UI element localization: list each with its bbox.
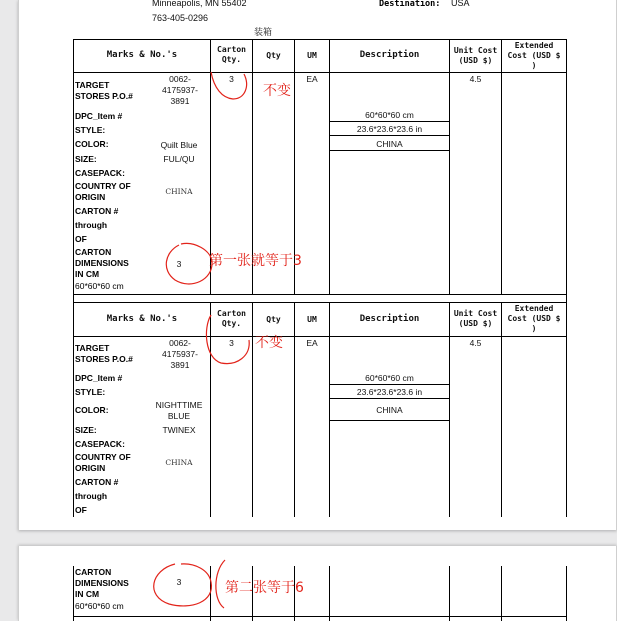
annotation-first-equals: 第一张就等于3 [209, 253, 302, 269]
label-style: STYLE: [75, 125, 106, 135]
header2-carton-qty-2: Qty. [221, 319, 242, 328]
po2-line-3: 3891 [170, 360, 190, 370]
label2-of: OF [75, 505, 87, 515]
po-line-1: 0062- [169, 74, 191, 84]
address-city: Minneapolis, MN 55402 [152, 0, 247, 8]
po-line-3: 3891 [170, 96, 190, 106]
label2-country-of: COUNTRY OF [75, 452, 131, 462]
desc-cm: 60*60*60 cm [365, 110, 414, 120]
header2-ext-cost-3: ) [531, 324, 537, 333]
origin-value: CHINA [165, 187, 193, 196]
size-value: FUL/QU [163, 154, 195, 164]
color-value: Quilt Blue [160, 140, 198, 150]
header2-description: Description [359, 314, 420, 324]
label-carton-no: CARTON # [75, 206, 119, 216]
um-value: EA [306, 74, 318, 84]
label2-carton-no: CARTON # [75, 477, 119, 487]
destination-label: Destination: [379, 0, 441, 9]
um2-value: EA [306, 338, 318, 348]
po2-line-2: 4175937- [162, 349, 198, 359]
label-size: SIZE: [75, 154, 97, 164]
red-markup-layer-2 [19, 546, 617, 621]
label-of: OF [75, 234, 87, 244]
desc2-origin: CHINA [376, 405, 403, 415]
header-unit-cost-1: Unit Cost [453, 46, 498, 55]
label2-color: COLOR: [75, 405, 109, 415]
p2-label-in-cm: IN CM [75, 589, 100, 599]
desc2-in: 23.6*23.6*23.6 in [356, 387, 423, 397]
red-circle-qty-2 [206, 315, 249, 364]
label-origin: ORIGIN [75, 192, 106, 202]
header-qty: Qty [266, 51, 281, 60]
destination-value: USA [451, 0, 470, 8]
header-ext-cost-2: Cost (USD $ [507, 51, 561, 60]
carton-count-value: 3 [176, 259, 182, 269]
label2-target: TARGET [75, 343, 110, 353]
header2-um: UM [307, 315, 317, 324]
red-circle-count-1 [166, 243, 212, 284]
po2-line-1: 0062- [169, 338, 191, 348]
label2-casepack: CASEPACK: [75, 439, 125, 449]
annotation-second-equals: 第二张等于6 [225, 580, 304, 596]
p2-dims-value: 60*60*60 cm [75, 601, 124, 611]
label-in-cm: IN CM [75, 269, 100, 279]
color2-value-2: BLUE [167, 411, 191, 421]
label2-stores-po: STORES P.O.# [75, 354, 133, 364]
header2-marks: Marks & No.'s [106, 314, 178, 324]
p2-label-carton: CARTON [75, 567, 112, 577]
header-carton-qty-1: Carton [217, 45, 246, 54]
red-circle-count-2 [154, 564, 212, 606]
carton-qty2-value: 3 [229, 338, 234, 348]
header-um: UM [307, 51, 317, 60]
label-through: through [75, 220, 108, 230]
header2-unit-cost-2: (USD $) [458, 319, 493, 328]
label2-style: STYLE: [75, 387, 106, 397]
label-dpc: DPC_Item # [75, 111, 123, 121]
header2-qty: Qty [266, 315, 281, 324]
label-dimensions: DIMENSIONS [75, 258, 129, 268]
size2-value: TWINEX [162, 425, 196, 435]
p2-carton-count-value: 3 [176, 577, 182, 587]
carton-qty-value: 3 [229, 74, 234, 84]
header-carton-qty-2: Qty. [221, 55, 242, 64]
annotation-unchanged-2: 不变 [255, 335, 283, 351]
label2-through: through [75, 491, 108, 501]
origin2-value: CHINA [165, 458, 193, 467]
red-bracket [216, 560, 225, 608]
header2-unit-cost-1: Unit Cost [453, 309, 498, 318]
desc2-cm: 60*60*60 cm [365, 373, 414, 383]
unit-cost-value: 4.5 [469, 74, 482, 84]
header2-ext-cost-2: Cost (USD $ [507, 314, 561, 323]
dims-value: 60*60*60 cm [75, 281, 124, 291]
red-markup-layer [19, 0, 617, 530]
label2-size: SIZE: [75, 425, 97, 435]
label2-dpc: DPC_Item # [75, 373, 123, 383]
header-ext-cost-3: ) [531, 61, 537, 70]
label-color: COLOR: [75, 139, 109, 149]
document-page-1 [18, 0, 617, 530]
header-description: Description [359, 50, 420, 60]
red-circle-qty-1 [211, 72, 247, 99]
annotation-unchanged-1: 不变 [263, 83, 291, 99]
packing-label: 装箱 [254, 27, 273, 37]
document-page-2 [18, 546, 617, 621]
label-carton: CARTON [75, 247, 112, 257]
header2-carton-qty-1: Carton [217, 309, 246, 318]
header-ext-cost-1: Extended [514, 41, 554, 50]
header-unit-cost-2: (USD $) [458, 56, 493, 65]
address-phone: 763-405-0296 [152, 13, 209, 23]
p2-label-dimensions: DIMENSIONS [75, 578, 129, 588]
label2-origin: ORIGIN [75, 463, 106, 473]
desc-origin: CHINA [376, 139, 403, 149]
label-stores-po: STORES P.O.# [75, 91, 133, 101]
color2-value-1: NIGHTTIME [155, 400, 203, 410]
po-line-2: 4175937- [162, 85, 198, 95]
label-country-of: COUNTRY OF [75, 181, 131, 191]
desc-in: 23.6*23.6*23.6 in [356, 124, 423, 134]
label-target: TARGET [75, 80, 110, 90]
label-casepack: CASEPACK: [75, 168, 125, 178]
header-marks: Marks & No.'s [106, 50, 178, 60]
header2-ext-cost-1: Extended [514, 304, 554, 313]
unit-cost2-value: 4.5 [469, 338, 482, 348]
